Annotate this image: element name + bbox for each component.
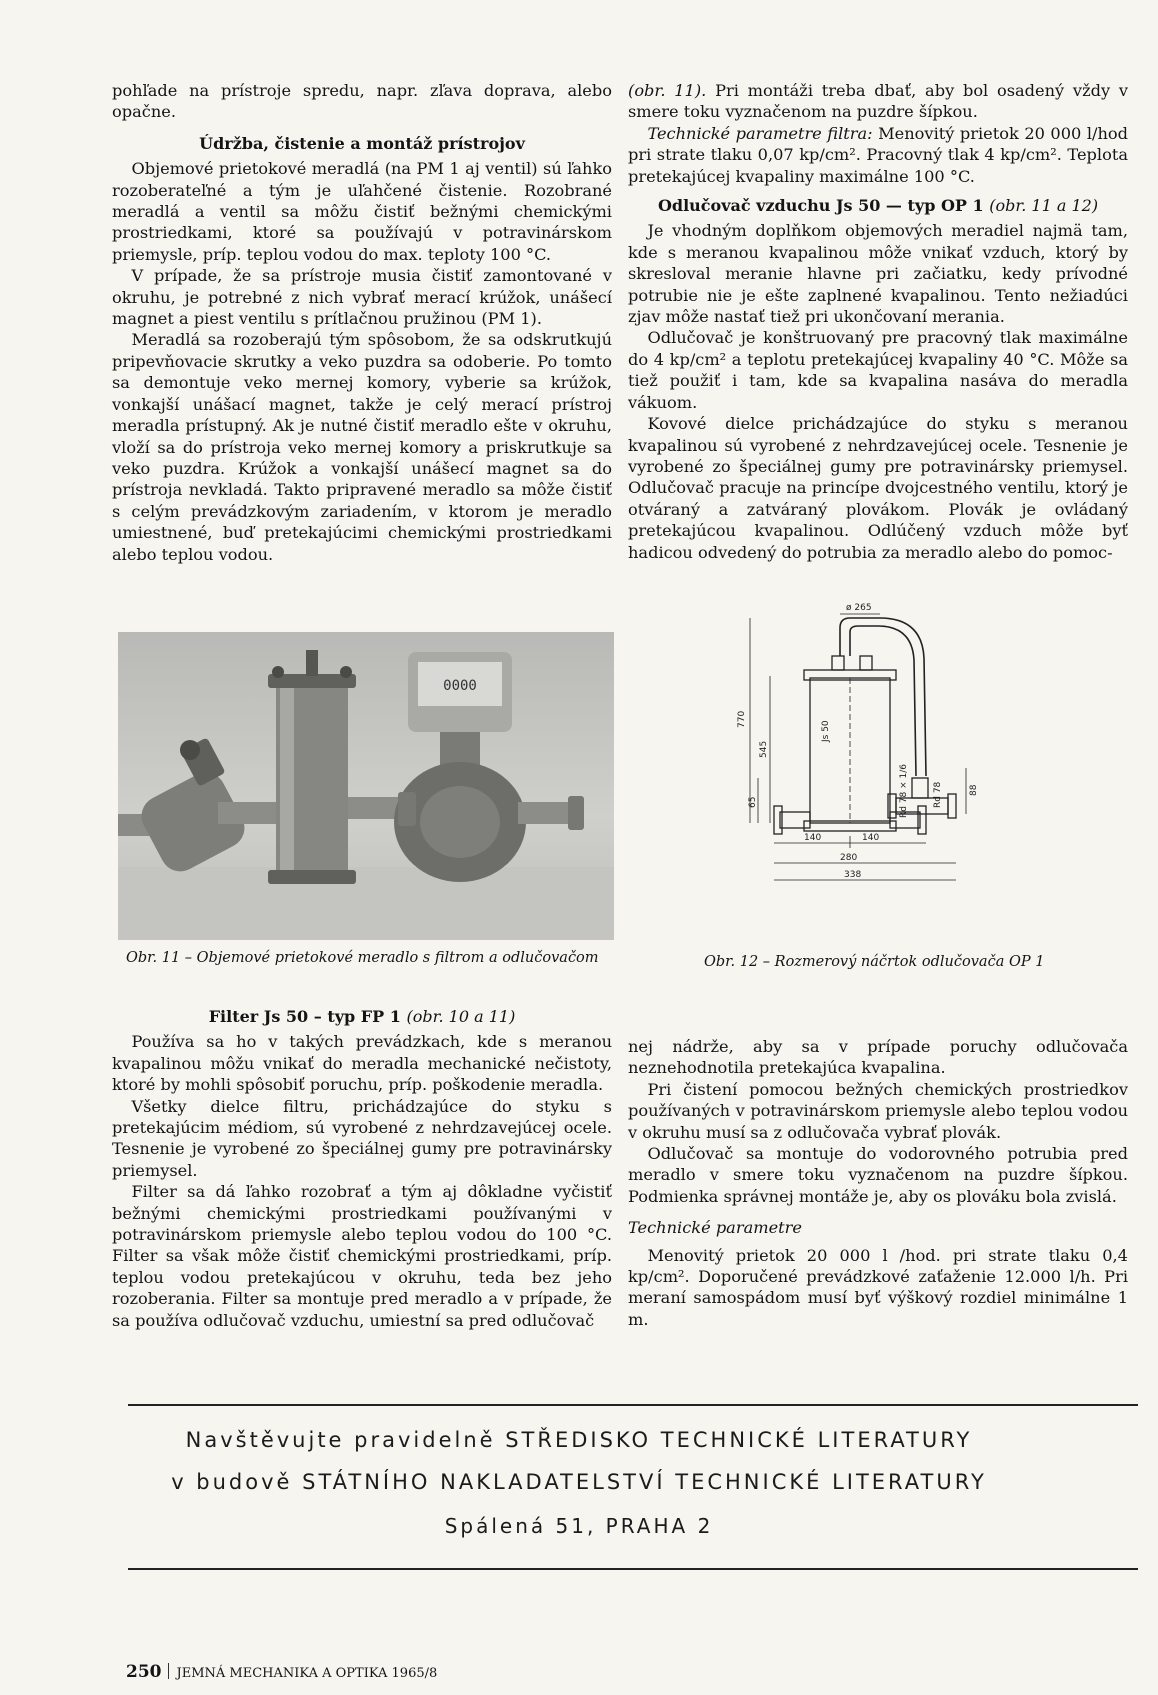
journal-name: JEMNÁ MECHANIKA A OPTIKA 1965/8 <box>176 1666 438 1681</box>
dim-label-88: 88 <box>969 784 979 796</box>
heading-text: Odlučovač vzduchu Js 50 — typ OP 1 <box>657 196 984 216</box>
page-number: 250 <box>126 1662 162 1682</box>
right-column-top <box>628 80 1128 563</box>
dim-label-770: 770 <box>737 710 747 728</box>
section-heading-air-separator <box>628 195 1128 216</box>
divider-bottom <box>128 1568 1138 1570</box>
section-heading-maintenance: Údržba, čistenie a montáž prístrojov <box>199 133 525 153</box>
right-column-bottom <box>628 1036 1128 1330</box>
dim-label-140-right: 140 <box>862 833 880 843</box>
paragraph: Menovitý prietok 20 000 l /hod. pri strate tlaku 0,4 kp/cm². Doporučené prevádzkové zaťaženie 12.000 l/h. Pri meraní samospádom musí byť výškový rozdiel minimálne 1 m. <box>628 1245 1128 1329</box>
figure-11-photo <box>118 632 614 940</box>
paragraph: pohľade na prístroje spredu, napr. zľava doprava, alebo opačne. <box>112 81 612 122</box>
dim-label-338: 338 <box>844 870 862 880</box>
divider-top <box>128 1404 1138 1406</box>
dim-label-diameter: ø 265 <box>846 603 872 613</box>
paragraph <box>628 123 1128 187</box>
paragraph: Objemové prietokové meradlá (na PM 1 aj ventil) sú ľahko rozoberateľné a tým je uľahčené čistenie. Rozobrané meradlá a ventil sa môžu čistiť bežnými chemickými prostriedkami, ktoré sa používajú v potravinárskom priemysle, príp. teplou vodou do max. teploty 100 °C. <box>112 159 612 264</box>
dim-label-65: 65 <box>748 796 758 808</box>
dim-label-rd78-thread: Rd 78 × 1/6 <box>899 763 909 818</box>
paragraph: Je vhodným doplňkom objemových meradiel najmä tam, kde s meranou kvapalinou môže vnikať vzduch, ktorý by skresloval meranie hlavne pri začiatku, kedy prívodné potrubie nie je ešte zaplnené kvapalinou. Tento nežiadúci zjav môže nastať tiež pri ukončovaní merania. <box>628 221 1128 327</box>
subheading-technical-parameters: Technické parametre <box>628 1218 802 1238</box>
advert-line-1: Navštěvujte pravidelně STŘEDISKO TECHNICKÉ LITERATURY <box>185 1428 973 1452</box>
figure-11-caption: Obr. 11 – Objemové prietokové meradlo s filtrom a odlučovačom <box>126 950 599 966</box>
page-footer <box>126 1662 437 1682</box>
flow-meter-body <box>394 652 584 882</box>
paragraph: Pri čistení pomocou bežných chemických prostriedkov používaných v potravinárskom priemysle alebo teplou vodou v okruhu musí sa z odlučovača vybrať plovák. <box>628 1079 1128 1142</box>
figure-12-drawing <box>700 603 1140 948</box>
heading-text: Filter Js 50 – typ FP 1 <box>208 1007 401 1026</box>
left-column-bottom <box>112 1006 612 1331</box>
paragraph: Meradlá sa rozoberajú tým spôsobom, že sa odskrutkujú pripevňovacie skrutky a veko puzdra sa odoberie. Po tomto sa demontuje veko mernej komory, vyberie sa krúžok, vonkajší unášací magnet, takže je celý merací prístroj meradla prístupný. Ak je nutné čistiť meradlo ešte v okruhu, vloží sa do prístroja veko mernej komory a priskrutkuje sa veko puzdra. Krúžok a vonkajší unášecí magnet sa do prístroja nevkladá. Takto pripravené meradlo sa môže čistiť s celým prevádzkovým zariadením, v ktorom je meradlo umiestnené, buď pretekajúcimi chemickými prostriedkami alebo teplou vodou. <box>112 330 612 564</box>
figure-reference: (obr. 11). <box>628 81 707 100</box>
footer-separator <box>168 1663 169 1679</box>
paragraph: Všetky dielce filtru, prichádzajúce do styku s pretekajúcim médiom, sú vyrobené z nehrdzavejúcej ocele. Tesnenie je vyrobené zo špeciálnej gumy pre potravinársky priemysel. <box>112 1096 612 1180</box>
figure-reference: (obr. 10 a 11) <box>406 1007 516 1026</box>
paragraph-text: Menovitý prietok 20 000 l/hod pri strate tlaku 0,07 kp/cm². Pracovný tlak 4 kp/cm². Teplota pretekajúcej kvapaliny maximálne 100 °C. <box>628 123 1128 186</box>
paragraph: Odlučovač je konštruovaný pre pracovný tlak maximálne do 4 kp/cm² a teplotu pretekajúcej kvapaliny 40 °C. Môže sa tiež použiť i tam, kde sa kvapalina nasáva do meradla vákuom. <box>628 328 1128 412</box>
paragraph: Filter sa dá ľahko rozobrať a tým aj dôkladne vyčistiť bežnými chemickými prostriedkami používanými v potravinárskom priemysle alebo teplou vodou do 100 °C. Filter sa však môže čistiť chemickými prostriedkami, príp. teplou vodou pretekajúcou v okruhu, teda bez jeho rozoberania. Filter sa montuje pred meradlo a v prípade, že sa používa odlučovač vzduchu, umiestní sa pred odlučovač <box>112 1182 612 1330</box>
dim-label-140-left: 140 <box>804 833 822 843</box>
figure-reference: (obr. 11 a 12) <box>989 196 1099 216</box>
paragraph <box>628 80 1128 123</box>
dim-label-js50: Js 50 <box>821 720 831 742</box>
paragraph: nej nádrže, aby sa v prípade poruchy odlučovača neznehodnotila pretekajúca kvapalina. <box>628 1037 1128 1078</box>
meter-counter-display: 0000 <box>443 678 477 694</box>
dim-label-rd78: Rd 78 <box>933 781 943 808</box>
advert-line-2: v budově STÁTNÍHO NAKLADATELSTVÍ TECHNICKÉ LITERATURY <box>171 1470 987 1494</box>
dim-label-280: 280 <box>840 853 858 863</box>
separator-body <box>246 650 398 884</box>
left-column-top <box>112 80 612 565</box>
paragraph: Odlučovač sa montuje do vodorovného potrubia pred meradlo v smere toku vyznačenom na puzdre šípkou. Podmienka správnej montáže je, aby os plováku bola zvislá. <box>628 1144 1128 1206</box>
advert-line-3: Spálená 51, PRAHA 2 <box>444 1514 714 1538</box>
meter-filter-separator-illustration <box>118 632 614 940</box>
dim-label-545: 545 <box>759 740 769 758</box>
paragraph: Používa sa ho v takých prevádzkach, kde s meranou kvapalinou môžu vnikať do meradla mechanické nečistoty, ktoré by mohli spôsobiť poruchu, príp. poškodenie meradla. <box>112 1032 612 1095</box>
figure-12-caption: Obr. 12 – Rozmerový náčrtok odlučovača OP 1 <box>704 954 1045 970</box>
paragraph-text: Pri montáži treba dbať, aby bol osadený vždy v smere toku vyznačenom na puzdre šípkou. <box>628 81 1128 122</box>
parameters-label: Technické parametre filtra: <box>647 123 873 143</box>
section-heading-filter <box>112 1006 612 1027</box>
paragraph: V prípade, že sa prístroje musia čistiť zamontované v okruhu, je potrebné z nich vybrať merací krúžok, unášecí magnet a piest ventilu s prítlačnou pružinou (PM 1). <box>112 266 612 329</box>
paragraph: Kovové dielce prichádzajúce do styku s meranou kvapalinou sú vyrobené z nehrdzavejúcej ocele. Tesnenie je vyrobené zo špeciálnej gumy pre potravinársky priemysel. Odlučovač pracuje na princípe dvojcestného ventilu, ktorý je otváraný a zatváraný plovákom. Plovák je ovládaný pretekajúcou kvapalinou. Odlúčený vzduch môže byť hadicou odvedený do potrubia za meradlo alebo do pomoc- <box>628 414 1128 562</box>
separator-dimension-sketch <box>700 603 1140 948</box>
